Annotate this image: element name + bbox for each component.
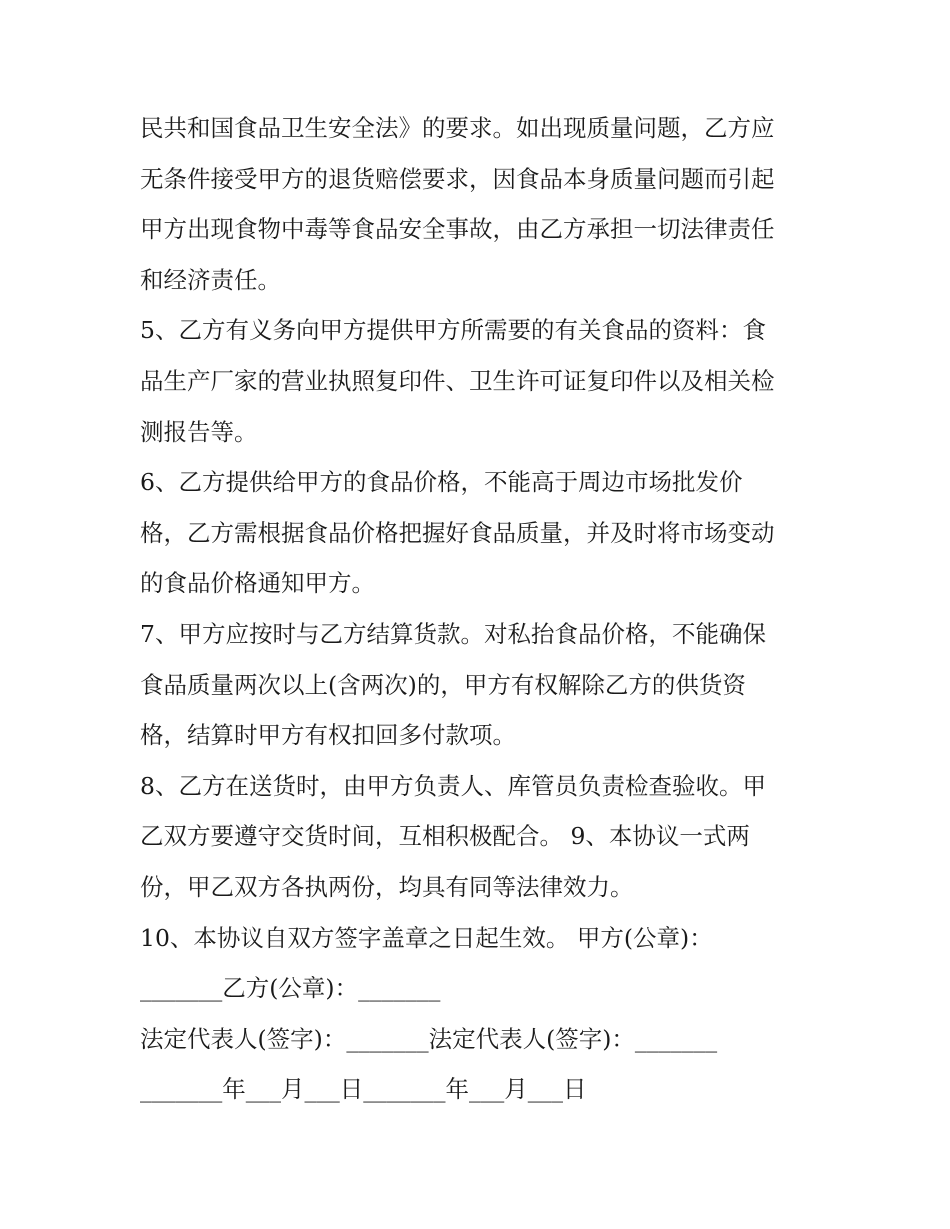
clause-8: 8、乙方在送货时，由甲方负责人、库管员负责检查验收。甲 <box>140 771 766 800</box>
clause-6: 6、乙方提供给甲方的食品价格，不能高于周边市场批发价 <box>140 468 743 497</box>
clause-10: 10、本协议自双方签字盖章之日起生效。 甲方(公章)： <box>140 923 713 952</box>
party-b-seal-line: _______乙方(公章)：_______ <box>140 974 441 1003</box>
date-line: _______年___月___日_______年___月___日 <box>140 1075 587 1104</box>
text-line: 份，甲乙双方各执两份，均具有同等法律效力。 <box>140 872 634 901</box>
clause-7: 7、甲方应按时与乙方结算货款。对私抬食品价格，不能确保 <box>140 619 766 648</box>
text-line: 测报告等。 <box>140 417 258 446</box>
document-body <box>140 103 820 1115</box>
text-line: 格，乙方需根据食品价格把握好食品质量，并及时将市场变动 <box>140 518 775 547</box>
text-line: 的食品价格通知甲方。 <box>140 569 375 598</box>
text-line: 甲方出现食物中毒等食品安全事故，由乙方承担一切法律责任 <box>140 215 775 244</box>
clause-5: 5、乙方有义务向甲方提供甲方所需要的有关食品的资料：食 <box>140 316 766 345</box>
text-line: 民共和国食品卫生安全法》的要求。如出现质量问题，乙方应 <box>140 114 775 142</box>
text-line: 食品质量两次以上(含两次)的，甲方有权解除乙方的供货资 <box>140 670 746 699</box>
text-line: 品生产厂家的营业执照复印件、卫生许可证复印件以及相关检 <box>140 366 775 395</box>
text-line: 无条件接受甲方的退货赔偿要求，因食品本身质量问题而引起 <box>140 164 775 193</box>
text-line: 格，结算时甲方有权扣回多付款项。 <box>140 721 516 750</box>
text-line: 和经济责任。 <box>140 265 281 294</box>
legal-representative-signature-line: 法定代表人(签字)：_______法定代表人(签字)：_______ <box>140 1024 718 1053</box>
text-line: 乙双方要遵守交货时间，互相积极配合。 9、本协议一式两 <box>140 822 750 851</box>
